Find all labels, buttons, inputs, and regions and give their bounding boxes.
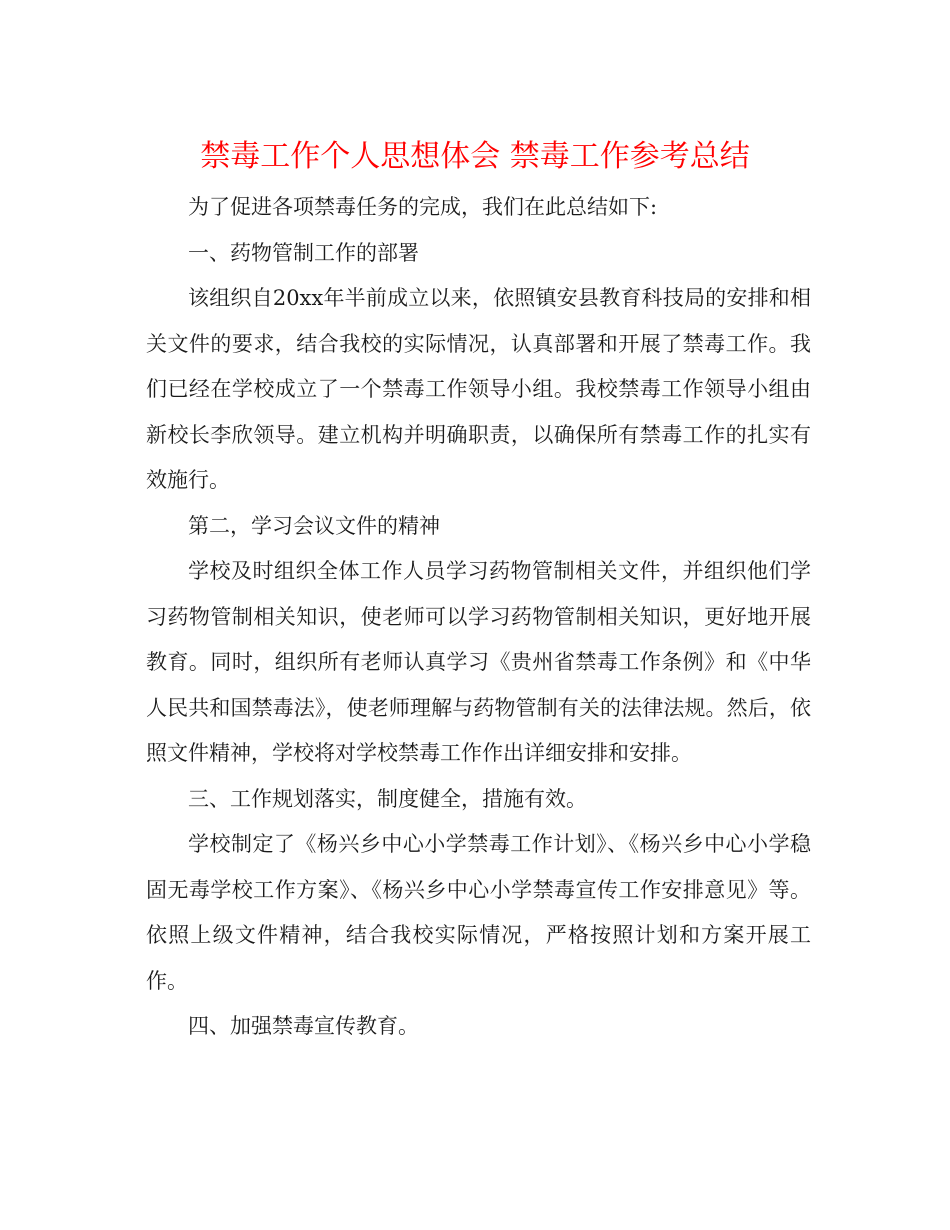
section-heading-4: 四、加强禁毒宣传教育。 xyxy=(188,1014,419,1038)
section-heading-2: 第二，学习会议文件的精神 xyxy=(188,513,440,538)
section-heading-1: 一、药物管制工作的部署 xyxy=(188,240,419,265)
section-paragraph-2: 学校及时组织全体工作人员学习药物管制相关文件，并组织他们学习药物管制相关知识，使老师可以学习药物管制相关知识，更好地开展教育。同时，组织所有老师认真学习《贵州省禁毒工作条例》和《中华人民共和国禁毒法》，使老师理解与药物管制有关的法律法规。然后，依照文件精神，学校将对学校禁毒工作作出详细安排和安排。 xyxy=(146,559,811,765)
section-heading-3: 三、工作规划落实，制度健全，措施有效。 xyxy=(188,786,587,811)
section-paragraph-3: 学校制定了《杨兴乡中心小学禁毒工作计划》、《杨兴乡中心小学稳固无毒学校工作方案》、《杨兴乡中心小学禁毒宣传工作安排意见》等。依照上级文件精神，结合我校实际情况，严格按照计划和方案开展工作。 xyxy=(146,832,811,993)
document-body xyxy=(146,185,811,1050)
section-paragraph-1: 该组织自20xx年半前成立以来，依照镇安县教育科技局的安排和相关文件的要求，结合我校的实际情况，认真部署和开展了禁毒工作。我们已经在学校成立了一个禁毒工作领导小组。我校禁毒工作领导小组由新校长李欣领导。建立机构并明确职责，以确保所有禁毒工作的扎实有效施行。 xyxy=(146,286,811,492)
document-title: 禁毒工作个人思想体会 禁毒工作参考总结 xyxy=(200,139,750,174)
intro-paragraph: 为了促进各项禁毒任务的完成，我们在此总结如下: xyxy=(188,195,658,219)
